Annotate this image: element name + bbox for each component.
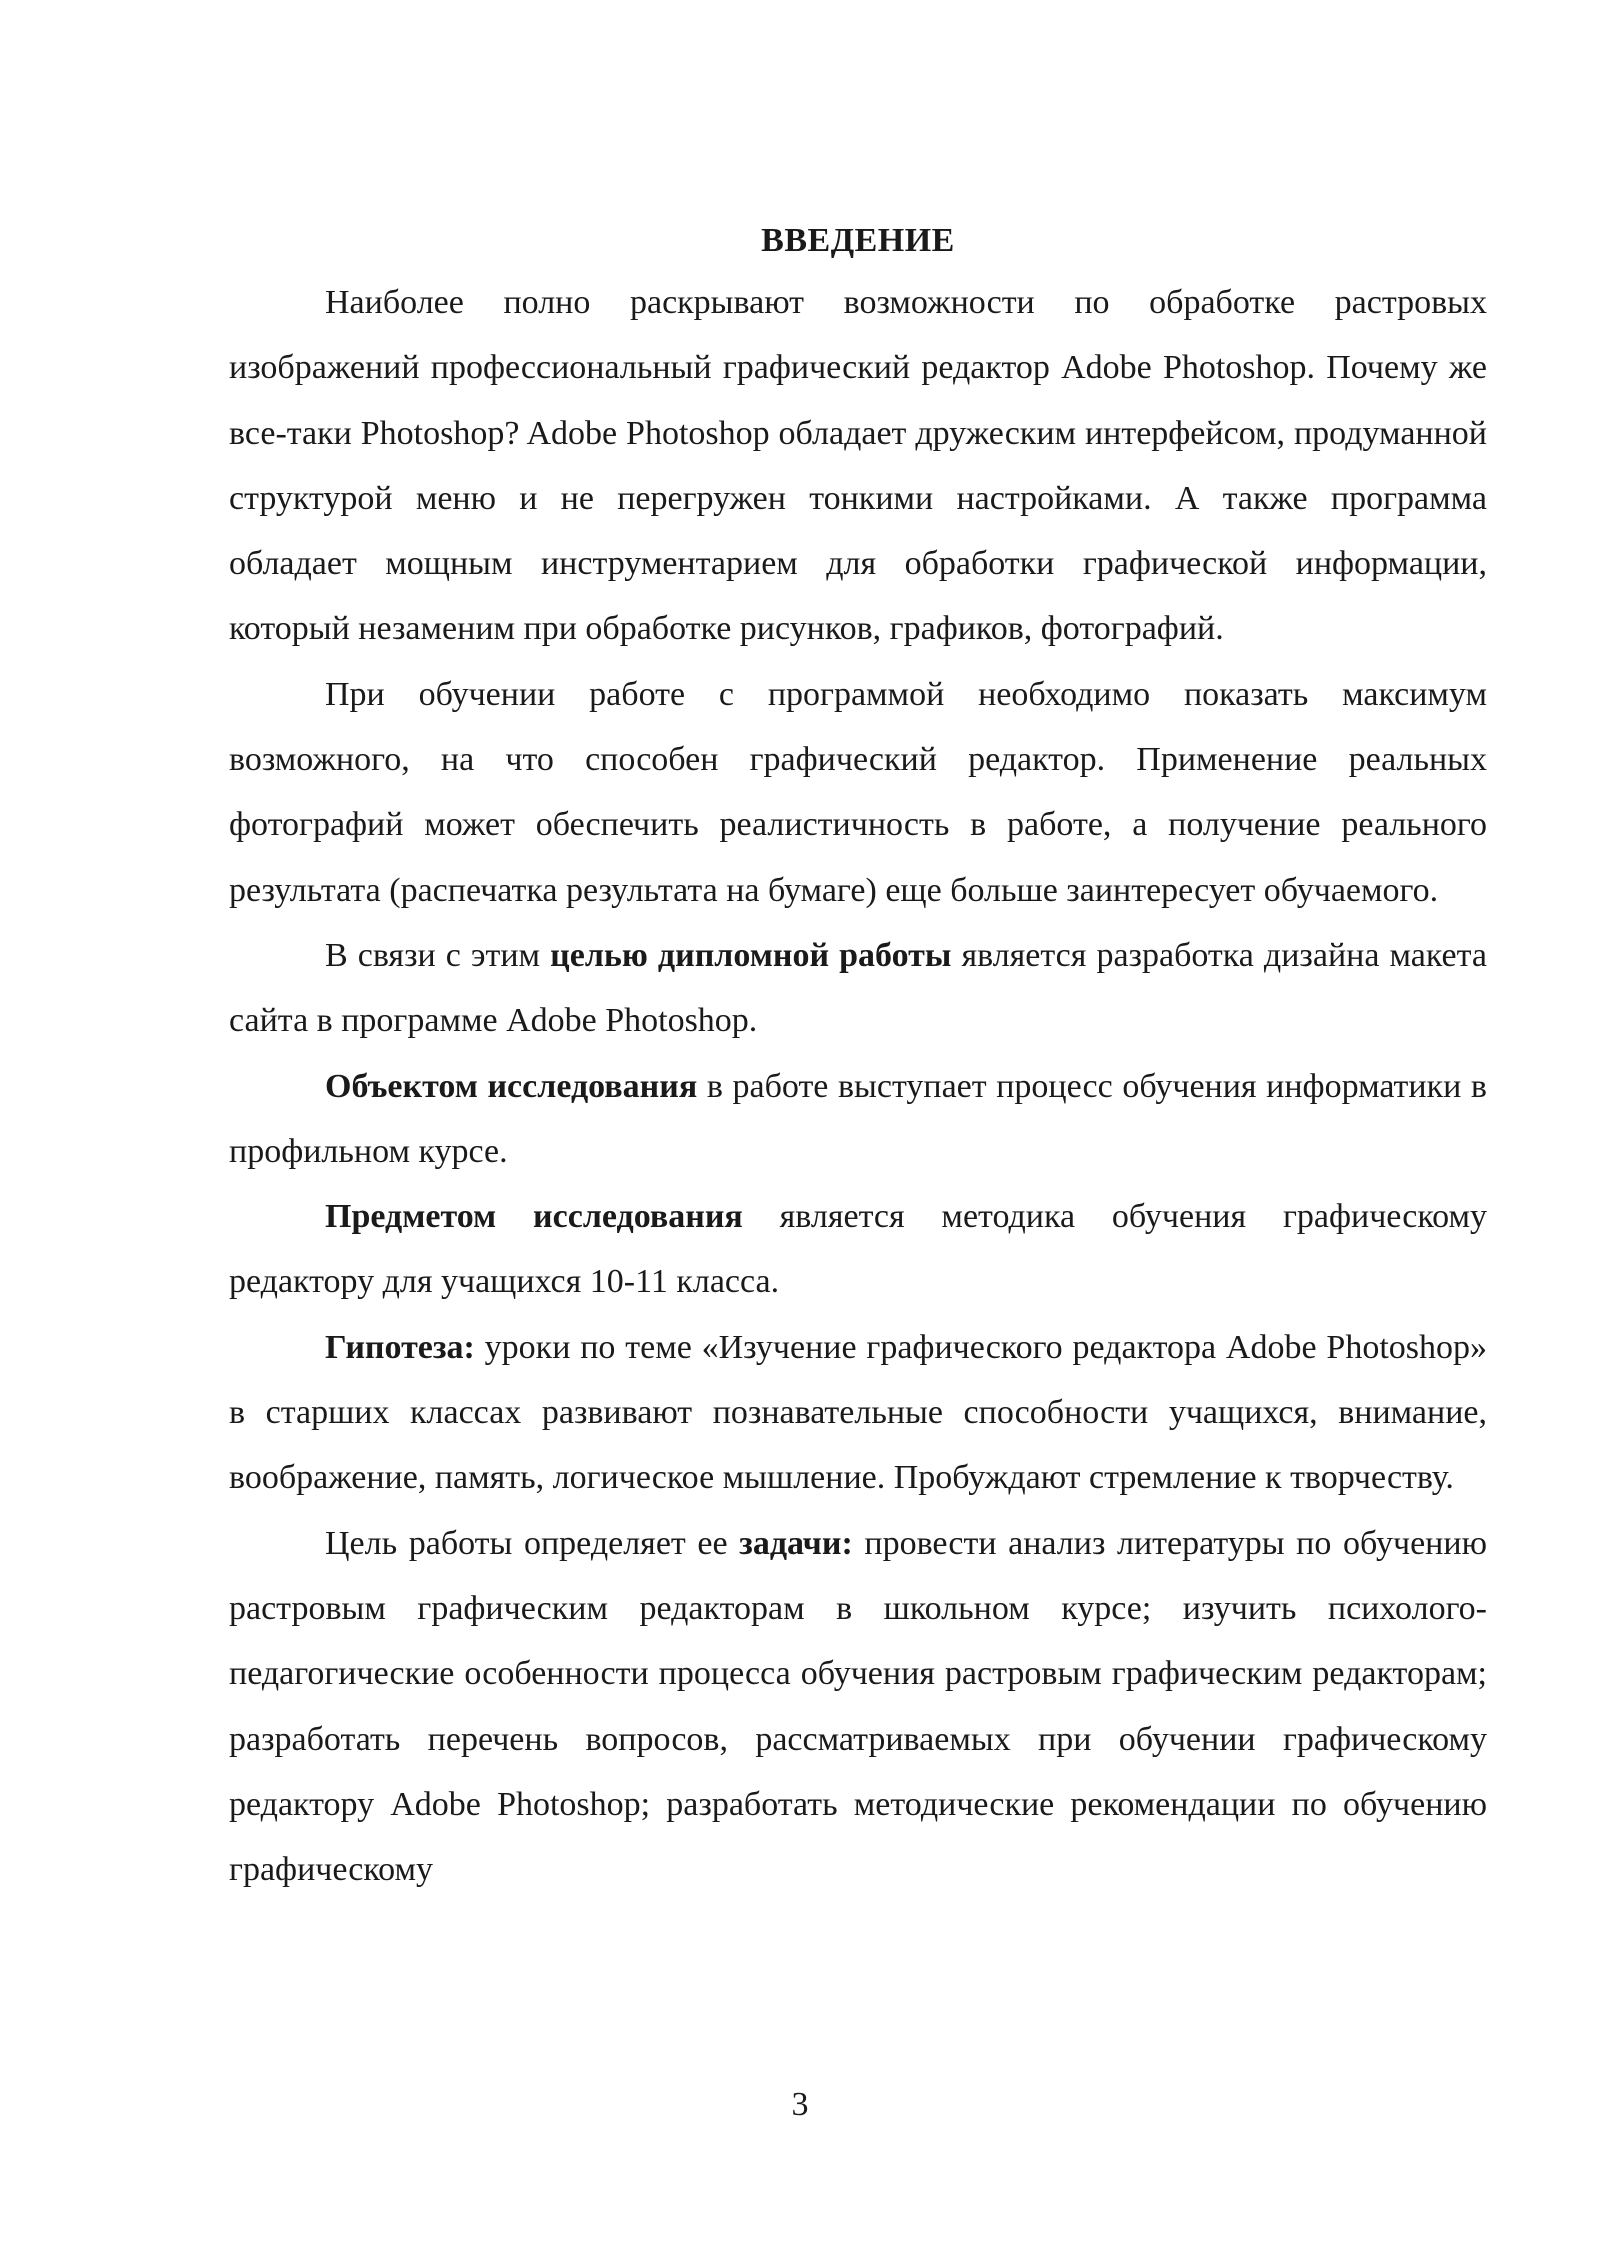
paragraph-text: Цель работы определяет ее (325, 1524, 740, 1562)
paragraph (229, 1184, 1487, 1315)
paragraph (229, 1511, 1487, 1903)
tasks-term: задачи: (739, 1524, 853, 1562)
page-number: 3 (791, 2086, 809, 2123)
paragraph-text: уроки по теме «Изучение графического редактора Adobe Photoshop» в старших классах развивают познавательные способности учащихся, внимание, воображение, память, логическое мышление. Пробуждают стремление к творчеству. (229, 1328, 1487, 1497)
paragraph (229, 1315, 1487, 1511)
paragraph-text: является разработка дизайна макета сайта в программе Adobe Photoshop. (229, 936, 1487, 1040)
paragraph-text: является методика обучения графическому редактору для учащихся 10-11 класса. (229, 1198, 1487, 1301)
hypothesis-term: Гипотеза: (325, 1328, 475, 1366)
paragraph (229, 662, 1487, 923)
subject-term: Предметом исследования (325, 1198, 743, 1236)
paragraph (229, 923, 1487, 1054)
section-heading: ВВЕДЕНИЕ (761, 222, 955, 259)
paragraph-text: Наиболее полно раскрывают возможности по обработке растровых изображений профессиональный графический редактор Adobe Photoshop. Почему же все-таки Photoshop? Adobe Photoshop обладает дружеским интерфейсом, продуманной структурой меню и не перегружен тонкими настройками. А также программа обладает мощным инструментарием для обработки графической информации, который незаменим при обработке рисунков, графиков, фотографий. (229, 284, 1487, 648)
page-content (229, 212, 1487, 1902)
paragraph-text: При обучении работе с программой необходимо показать максимум возможного, на что способен графический редактор. Применение реальных фотографий может обеспечить реалистичность в работе, а получение реального результата (распечатка результата на бумаге) еще больше заинтересует обучаемого. (229, 675, 1487, 909)
paragraph-text: провести анализ литературы по обучению растровым графическим редакторам в школьном курсе; изучить психолого-педагогические особенности процесса обучения растровым графическим редакторам; разработать перечень вопросов, рассматриваемых при обучении графическому редактору Adobe Photoshop; разработать методические рекомендации по обучению графическому (229, 1524, 1487, 1889)
goal-term: целью дипломной работы (550, 936, 952, 974)
paragraph (229, 270, 1487, 662)
object-term: Объектом исследования (325, 1067, 698, 1105)
paragraph-text: В связи с этим (325, 936, 551, 974)
paragraph (229, 1054, 1487, 1185)
paragraph-text: в работе выступает процесс обучения информатики в профильном курсе. (229, 1067, 1487, 1170)
